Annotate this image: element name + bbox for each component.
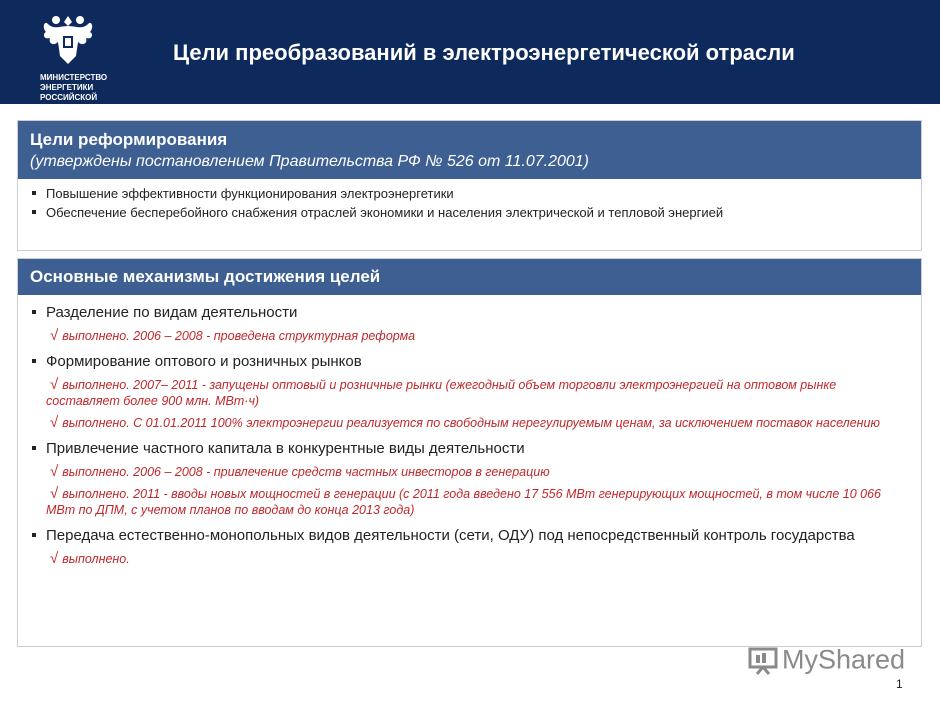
page-number: 1 [896,677,903,691]
check-mark-icon: √ [50,463,59,480]
goals-list [18,179,921,221]
ministry-name-line1: МИНИСТЕРСТВО ЭНЕРГЕТИКИ [40,73,108,92]
list-item: Обеспечение бесперебойного снабжения отраслей экономики и населения электрической и тепловой энергией [30,204,909,221]
status-note-text: выполнено. [62,552,130,566]
status-note-text: выполнено. 2006 – 2008 - проведена структурная реформа [62,329,416,343]
check-mark-icon: √ [50,414,59,431]
status-note [46,415,909,431]
mechanism-text: Привлечение частного капитала в конкурентные виды деятельности [46,440,525,457]
check-mark-icon: √ [50,376,59,393]
check-mark-icon: √ [50,485,59,502]
ministry-name [40,73,150,113]
mechanisms-box-header [18,259,921,295]
goals-box [17,120,922,251]
ministry-name-line2: РОССИЙСКОЙ ФЕДЕРАЦИИ [40,93,98,112]
status-note-text: выполнено. 2007– 2011 - запущены оптовый и розничные рынки (ежегодный объем торговли электроэнергией на оптовом рынке составляет более 900 млн. МВт·ч) [46,378,837,408]
status-note [46,551,909,567]
check-mark-icon: √ [50,327,59,344]
mechanisms-box-title: Основные механизмы достижения целей [30,267,381,286]
list-item [30,303,909,344]
goals-box-subtitle: (утверждены постановлением Правительства РФ № 526 от 11.07.2001) [30,153,589,170]
status-note [46,377,909,409]
mechanisms-list [18,295,921,567]
double-headed-eagle-emblem-icon [38,10,98,68]
list-item [30,352,909,431]
status-note [46,486,909,518]
list-item: Повышение эффективности функционирования электроэнергетики [30,185,909,202]
list-item [30,439,909,518]
status-note [46,328,909,344]
check-mark-icon: √ [50,550,59,567]
status-note-text: выполнено. 2011 - вводы новых мощностей в генерации (с 2011 года введено 17 556 МВт генерирующих мощностей, в том числе 10 066 МВт по ДПМ, с учетом планов по вводам до конца 2013 года) [46,487,881,517]
status-note [46,464,909,480]
status-note-text: выполнено. С 01.01.2011 100% электроэнергии реализуется по свободным нерегулируемым ценам, за исключением поставок населению [62,416,880,430]
status-note-text: выполнено. 2006 – 2008 - привлечение средств частных инвесторов в генерацию [62,465,550,479]
watermark [748,643,905,677]
mechanism-text: Разделение по видам деятельности [46,304,298,321]
goals-box-header [18,121,921,179]
mechanism-text: Формирование оптового и розничных рынков [46,353,362,370]
page-title: Цели преобразований в электроэнергетической отрасли [173,40,795,65]
mechanism-text: Передача естественно-монопольных видов деятельности (сети, ОДУ) под непосредственный контроль государства [46,527,855,544]
list-item [30,526,909,567]
header-banner [0,0,940,112]
presentation-board-icon [748,645,778,675]
goals-box-title: Цели реформирования [30,130,228,149]
mechanisms-box [17,258,922,647]
watermark-text: MyShared [782,644,906,675]
